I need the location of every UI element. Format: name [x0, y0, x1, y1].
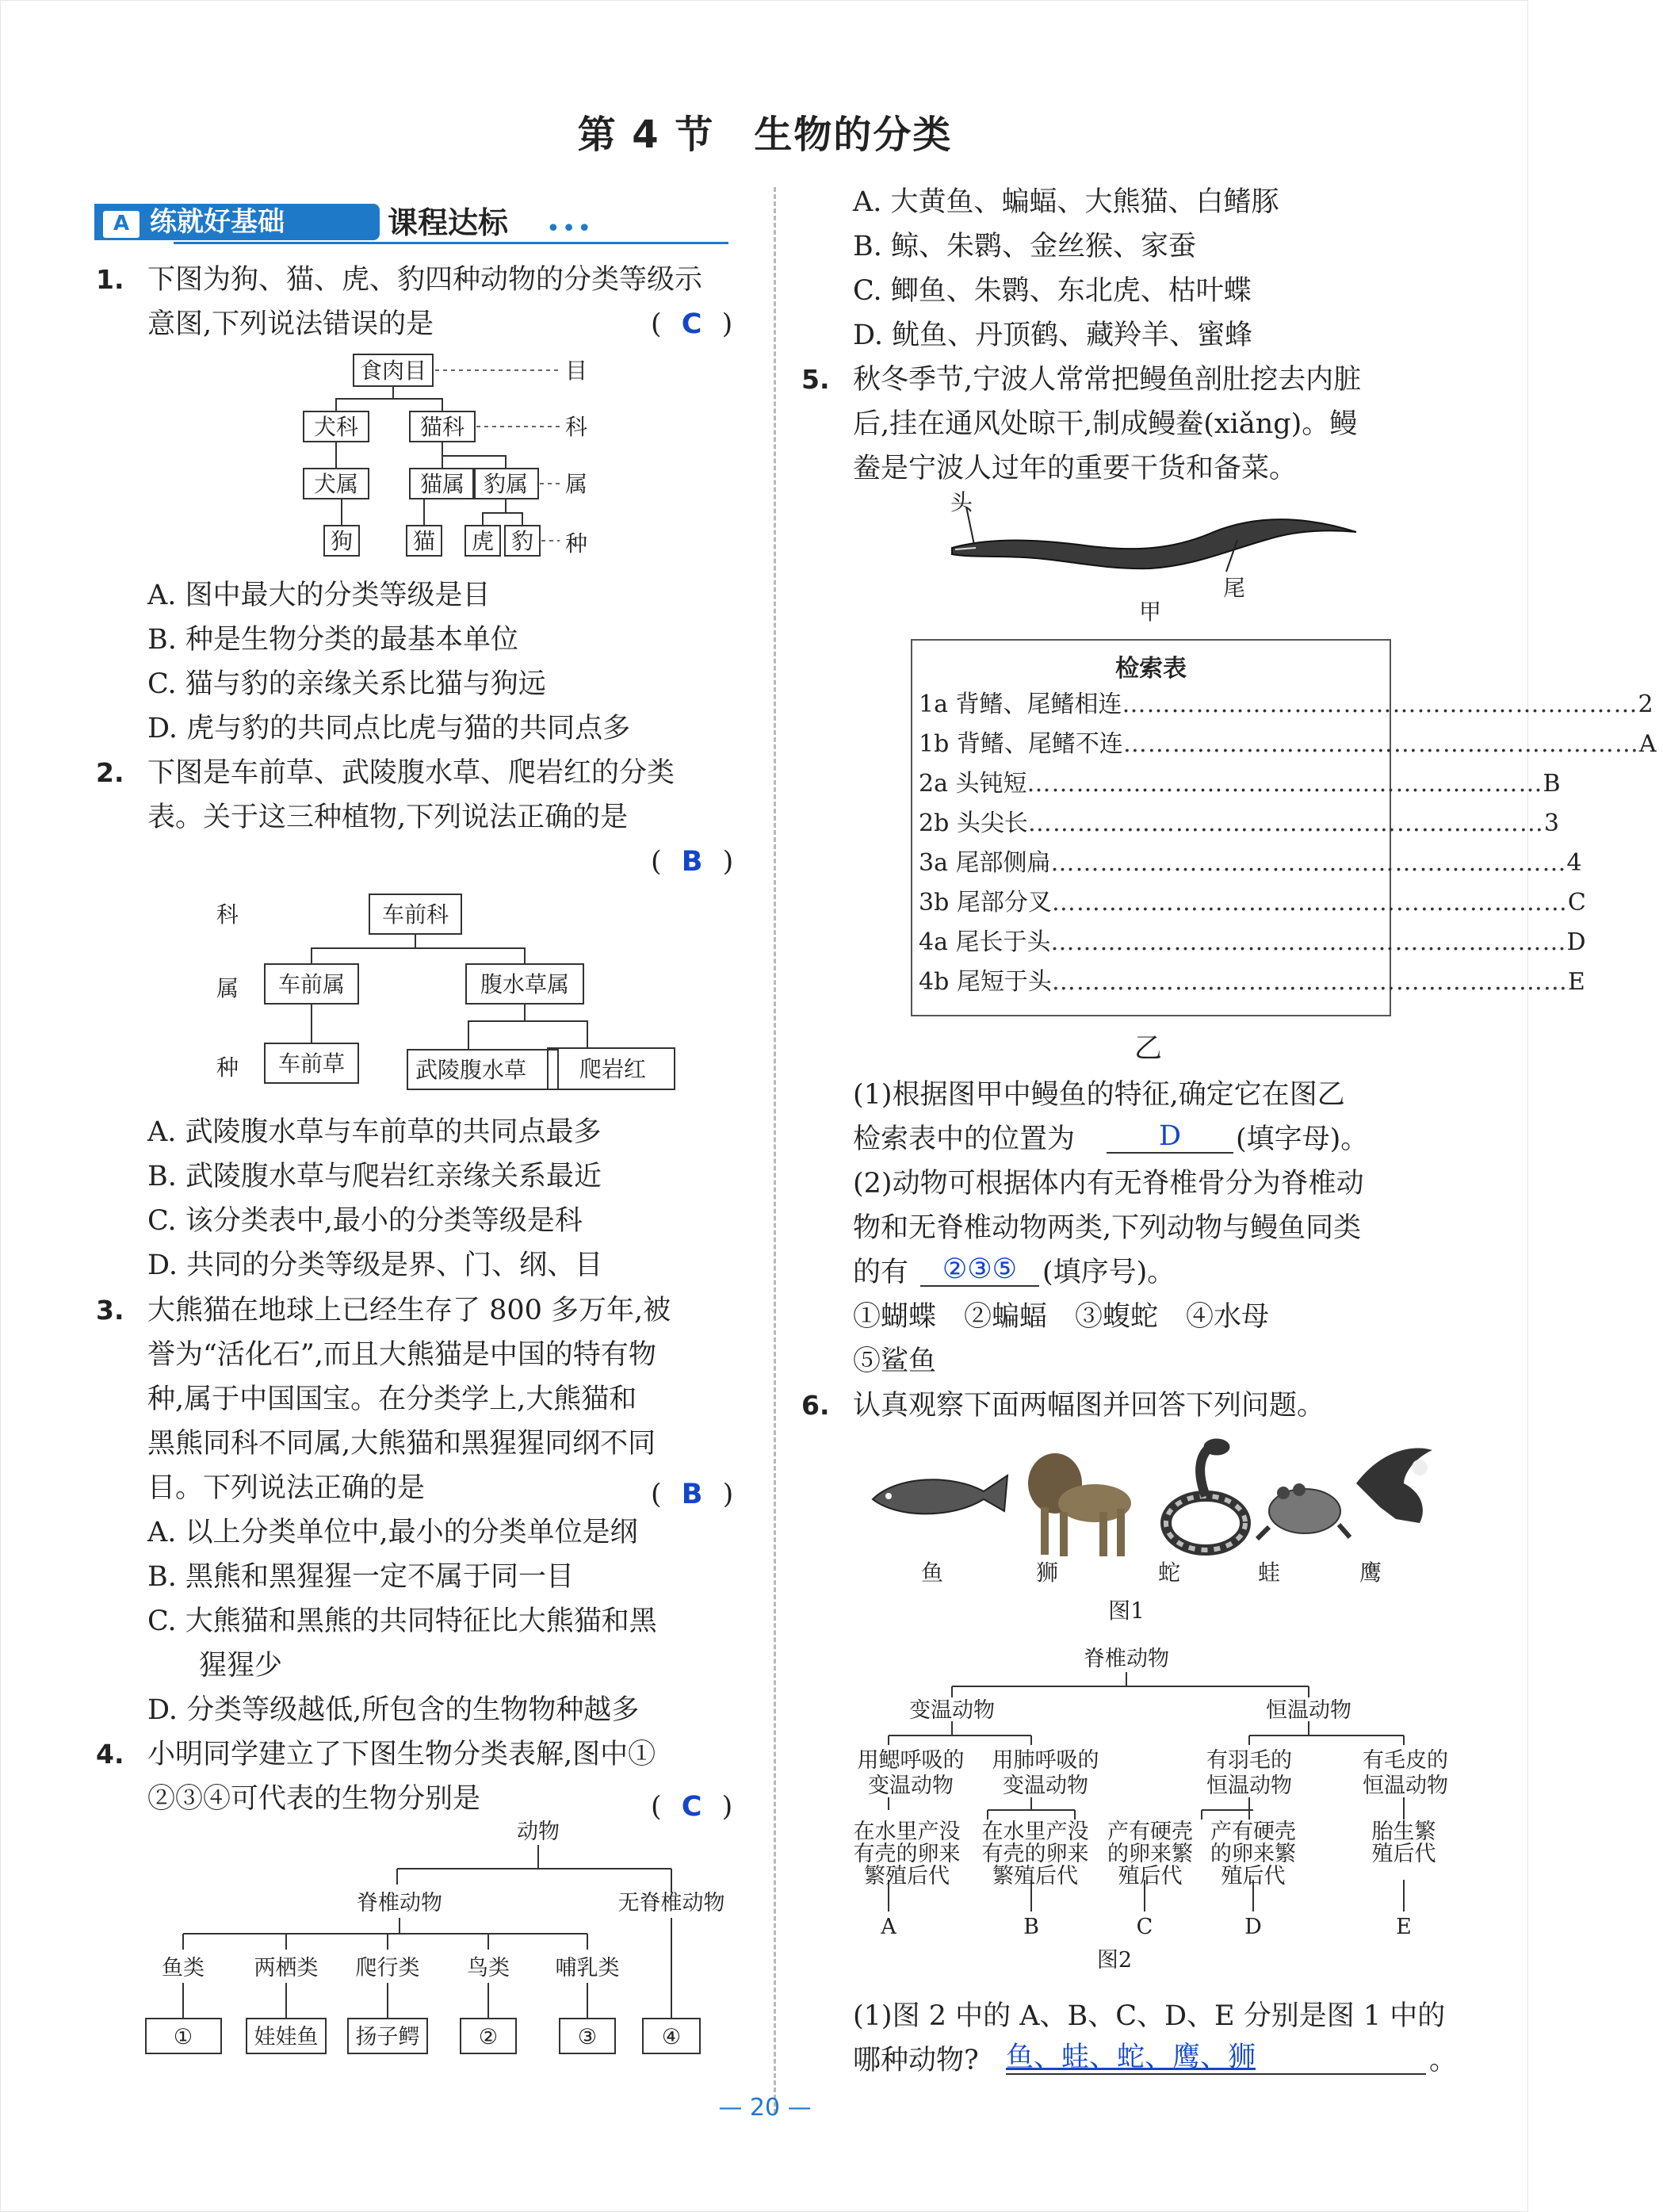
tree-leaf-desc: 殖后代: [1371, 1842, 1436, 1866]
eagle-icon: [1356, 1448, 1432, 1523]
choice-list: ⑤鲨鱼: [853, 1345, 937, 1377]
question-stem: 誉为“活化石”,而且大熊猫是中国的特有物: [147, 1339, 656, 1371]
answer-bracket: ( C ): [651, 308, 733, 340]
option: C. 鲫鱼、朱鹮、东北虎、枯叶蝶: [853, 275, 1252, 307]
tree-leaf: E: [1396, 1915, 1412, 1939]
tree-node: 变温动物: [868, 1774, 954, 1798]
question-number: 2.: [96, 757, 124, 788]
question-stem: 下图为狗、猫、虎、豹四种动物的分类等级示: [147, 264, 703, 296]
table-level: 科: [216, 901, 239, 928]
tree-leaf-desc: 繁殖后代: [864, 1864, 950, 1889]
answer-bracket: ( B ): [651, 1479, 734, 1510]
answer-bracket: ( C ): [651, 1791, 733, 1823]
tree-leaf: C: [1136, 1915, 1153, 1939]
tree-leaf-desc: 在水里产没: [853, 1820, 961, 1844]
key-box: ①: [173, 2025, 193, 2049]
diagram-family: 猫科: [419, 414, 465, 440]
eel-figure: [944, 489, 1372, 627]
question-stem: 大熊猫在地球上已经生存了 800 多万年,被: [147, 1295, 671, 1326]
option: A. 图中最大的分类等级是目: [147, 580, 491, 611]
option: B. 鲸、朱鹮、金丝猴、家蚕: [853, 231, 1196, 262]
option: A. 武陵腹水草与车前草的共同点最多: [147, 1116, 602, 1148]
sub-question: (2)动物可根据体内有无脊椎骨分为脊椎动: [853, 1168, 1364, 1200]
option: B. 种是生物分类的最基本单位: [147, 624, 518, 656]
option: 猩猩少: [199, 1650, 283, 1682]
classification-table: [207, 885, 698, 1107]
tree-node: 变温动物: [1003, 1774, 1088, 1798]
eel-tail-label: 尾: [1223, 575, 1246, 601]
question-stem: 种,属于中国国宝。在分类学上,大熊猫和: [147, 1383, 637, 1415]
section-banner: [94, 201, 728, 248]
banner-dots-icon: •••: [546, 215, 594, 243]
table-genus: 车前属: [277, 971, 346, 997]
table-level: 属: [216, 975, 239, 1001]
eel-icon: [952, 519, 1356, 568]
animal-label: 鹰: [1359, 1559, 1382, 1586]
key-row: 2b 头尖长 ……………………………………………………… 3: [919, 809, 1559, 837]
classification-diagram: [286, 343, 619, 565]
key-class: 鱼类: [162, 1956, 205, 1980]
tree-node: 用鳃呼吸的: [857, 1748, 965, 1773]
diagram-level: 目: [565, 358, 588, 384]
option: C. 大熊猫和黑熊的共同特征比大熊猫和黑: [147, 1605, 657, 1637]
tree-leaf: D: [1244, 1915, 1262, 1939]
key-class: 两栖类: [254, 1956, 319, 1980]
key-vertebrates: 脊椎动物: [357, 1891, 442, 1915]
question-number: 6.: [801, 1390, 830, 1421]
sub-question: (填字母)。: [1236, 1123, 1369, 1155]
tree-leaf-desc: 有壳的卵来: [853, 1842, 961, 1866]
table-species: 车前草: [277, 1051, 346, 1077]
key-root: 动物: [517, 1820, 560, 1844]
diagram-level: 属: [565, 471, 588, 497]
tree-node: 恒温动物: [1266, 1698, 1351, 1723]
diagram-level: 科: [565, 414, 588, 440]
option: C. 猫与豹的亲缘关系比猫与狗远: [147, 668, 546, 700]
eel-head-label: 头: [950, 489, 973, 515]
question-number: 3.: [96, 1295, 124, 1326]
question-stem: ②③④可代表的生物分别是: [147, 1783, 481, 1815]
option: D. 鱿鱼、丹顶鹤、藏羚羊、蜜蜂: [853, 320, 1253, 351]
question-number: 5.: [801, 364, 830, 395]
sub-question: (1)图 2 中的 A、B、C、D、E 分别是图 1 中的: [853, 2000, 1446, 2032]
table-genus: 腹水草属: [480, 971, 570, 997]
key-box: 扬子鳄: [355, 2025, 420, 2049]
key-class: 哺乳类: [555, 1956, 620, 1980]
diagram-genus: 豹属: [483, 471, 529, 497]
option: B. 黑熊和黑猩猩一定不属于同一目: [147, 1561, 574, 1593]
diagram-species: 豹: [510, 528, 534, 554]
key-row: 3a 尾部侧扁 ……………………………………………………… 4: [919, 849, 1582, 877]
question-stem: 认真观察下面两幅图并回答下列问题。: [853, 1390, 1325, 1422]
option: A. 以上分类单位中,最小的分类单位是纲: [147, 1517, 638, 1548]
column-divider: [774, 187, 776, 2114]
key-box: ②: [478, 2025, 499, 2049]
question-stem: 小明同学建立了下图生物分类表解,图中①: [147, 1739, 656, 1770]
vertebrate-tree: [841, 1642, 1467, 1975]
figure-caption: 甲: [1138, 599, 1162, 625]
answer-blank[interactable]: 鱼、蛙、蛇、鹰、狮: [1006, 2042, 1426, 2075]
sub-question: (1)根据图甲中鳗鱼的特征,确定它在图乙: [853, 1079, 1345, 1111]
question-number: 4.: [96, 1739, 124, 1770]
tree-leaf: B: [1023, 1915, 1039, 1939]
option: B. 武陵腹水草与爬岩红亲缘关系最近: [147, 1161, 602, 1192]
answer-bracket: ( B ): [651, 846, 734, 878]
tree-leaf: A: [881, 1915, 896, 1939]
key-row: 2a 头钝短 ……………………………………………………… B: [919, 770, 1561, 798]
tree-leaf-desc: 有壳的卵来: [981, 1842, 1089, 1866]
tree-leaf-desc: 殖后代: [1118, 1864, 1183, 1889]
question-stem: 秋冬季节,宁波人常常把鳗鱼剖肚挖去内脏: [853, 364, 1362, 396]
tree-node: 恒温动物: [1206, 1774, 1292, 1798]
sub-question: 。: [1429, 2045, 1458, 2076]
question-stem: 黑熊同科不同属,大熊猫和黑猩猩同纲不同: [147, 1428, 656, 1460]
page-title: 第 4 节 生物的分类: [577, 113, 953, 157]
fish-icon: [873, 1475, 1007, 1514]
diagram-family: 犬科: [313, 414, 359, 440]
diagram-genus: 犬属: [313, 471, 359, 497]
tree-leaf-desc: 殖后代: [1221, 1864, 1286, 1889]
option: C. 该分类表中,最小的分类等级是科: [147, 1205, 583, 1237]
tree-leaf-desc: 的卵来繁: [1210, 1842, 1296, 1866]
animal-label: 狮: [1035, 1559, 1059, 1586]
question-stem: 意图,下列说法错误的是: [147, 308, 434, 340]
tree-node: 有毛皮的: [1363, 1748, 1448, 1773]
question-stem: 表。关于这三种植物,下列说法正确的是: [147, 802, 629, 833]
answer-blank[interactable]: ②③⑤: [920, 1253, 1039, 1287]
banner-text: 课程达标: [388, 205, 509, 240]
banner-tag: 练就好基础: [94, 204, 380, 240]
tree-node: 变温动物: [909, 1698, 995, 1723]
sub-question: 检索表中的位置为: [853, 1123, 1076, 1155]
key-row: 1a 背鳍、尾鳍相连 ……………………………………………………… 2: [919, 691, 1653, 718]
key-box: ④: [661, 2025, 682, 2049]
animals-figure: [865, 1436, 1436, 1642]
banner-underline: [174, 242, 728, 244]
sub-question: 哪种动物?: [853, 2045, 979, 2076]
option: D. 共同的分类等级是界、门、纲、目: [147, 1250, 603, 1281]
question-stem: 鲞是宁波人过年的重要干货和备菜。: [853, 453, 1298, 484]
answer-value: B: [681, 1479, 703, 1510]
lion-icon: [1028, 1453, 1131, 1556]
diagram-genus: 猫属: [419, 471, 465, 497]
key-invertebrates: 无脊椎动物: [617, 1891, 725, 1915]
diagram-species: 虎: [471, 528, 495, 554]
answer-blank[interactable]: D: [1107, 1120, 1233, 1154]
answer-value: C: [681, 1791, 702, 1823]
tree-leaf-desc: 的卵来繁: [1107, 1842, 1193, 1866]
table-family: 车前科: [381, 901, 449, 928]
choice-list: ①蝴蝶 ②蝙蝠 ③蝮蛇 ④水母: [853, 1301, 1270, 1333]
classification-key-diagram: [136, 1816, 746, 2070]
answer-value: C: [681, 308, 702, 340]
tree-node: 用肺呼吸的: [992, 1748, 1099, 1773]
sub-question: 物和无脊椎动物两类,下列动物与鳗鱼同类: [853, 1212, 1362, 1244]
tree-root: 脊椎动物: [1084, 1647, 1169, 1671]
key-row: 3b 尾部分叉 ……………………………………………………… C: [919, 889, 1586, 917]
table-species: 武陵腹水草: [415, 1057, 527, 1083]
figure-caption: 乙: [1134, 1033, 1163, 1065]
question-stem: 后,挂在通风处晾干,制成鳗鲞(xiǎng)。鳗: [853, 408, 1358, 440]
tree-leaf-desc: 在水里产没: [981, 1820, 1089, 1844]
sub-question: (填序号)。: [1042, 1257, 1176, 1288]
answer-value: B: [681, 846, 703, 878]
key-row: 4a 尾长于头 ……………………………………………………… D: [919, 928, 1586, 956]
tree-leaf-desc: 繁殖后代: [992, 1864, 1078, 1889]
table-level: 种: [216, 1054, 239, 1081]
tree-node: 恒温动物: [1363, 1774, 1448, 1798]
tree-leaf-desc: 胎生繁: [1371, 1820, 1436, 1844]
option: D. 分类等级越低,所包含的生物物种越多: [147, 1694, 640, 1726]
tree-leaf-desc: 产有硬壳: [1210, 1820, 1296, 1844]
option: A. 大黄鱼、蝙蝠、大熊猫、白鳍豚: [853, 186, 1279, 218]
key-class: 爬行类: [355, 1956, 420, 1980]
table-species: 爬岩红: [579, 1056, 647, 1082]
key-row: 1b 背鳍、尾鳍不连 ……………………………………………………… A: [919, 730, 1657, 758]
figure-caption: 图2: [1096, 1948, 1133, 1973]
question-number: 1.: [96, 264, 124, 295]
tree-node: 有羽毛的: [1206, 1748, 1292, 1773]
key-row: 4b 尾短于头 ……………………………………………………… E: [919, 968, 1585, 996]
animal-label: 蛇: [1157, 1559, 1181, 1586]
page-number: — 20 —: [718, 2094, 812, 2122]
snake-icon: [1166, 1439, 1245, 1550]
tree-leaf-desc: 产有硬壳: [1107, 1820, 1193, 1844]
banner-badge-icon: A: [101, 209, 142, 240]
option: D. 虎与豹的共同点比虎与猫的共同点多: [147, 713, 631, 744]
animal-label: 鱼: [920, 1559, 944, 1586]
question-stem: 目。下列说法正确的是: [147, 1472, 426, 1504]
key-box: ③: [577, 2025, 598, 2049]
diagram-species: 猫: [412, 528, 436, 554]
diagram-level: 种: [565, 530, 588, 557]
diagram-order: 食肉目: [359, 358, 427, 384]
diagram-species: 狗: [330, 528, 354, 554]
key-title: 检索表: [1115, 655, 1187, 683]
sub-question: 的有: [853, 1257, 909, 1288]
figure-caption: 图1: [1108, 1598, 1145, 1624]
frog-icon: [1257, 1483, 1350, 1539]
question-stem: 下图是车前草、武陵腹水草、爬岩红的分类: [147, 757, 675, 789]
key-class: 鸟类: [467, 1956, 510, 1980]
identification-key-table: [911, 639, 1657, 1016]
key-box: 娃娃鱼: [254, 2025, 319, 2049]
animal-label: 蛙: [1257, 1559, 1281, 1586]
